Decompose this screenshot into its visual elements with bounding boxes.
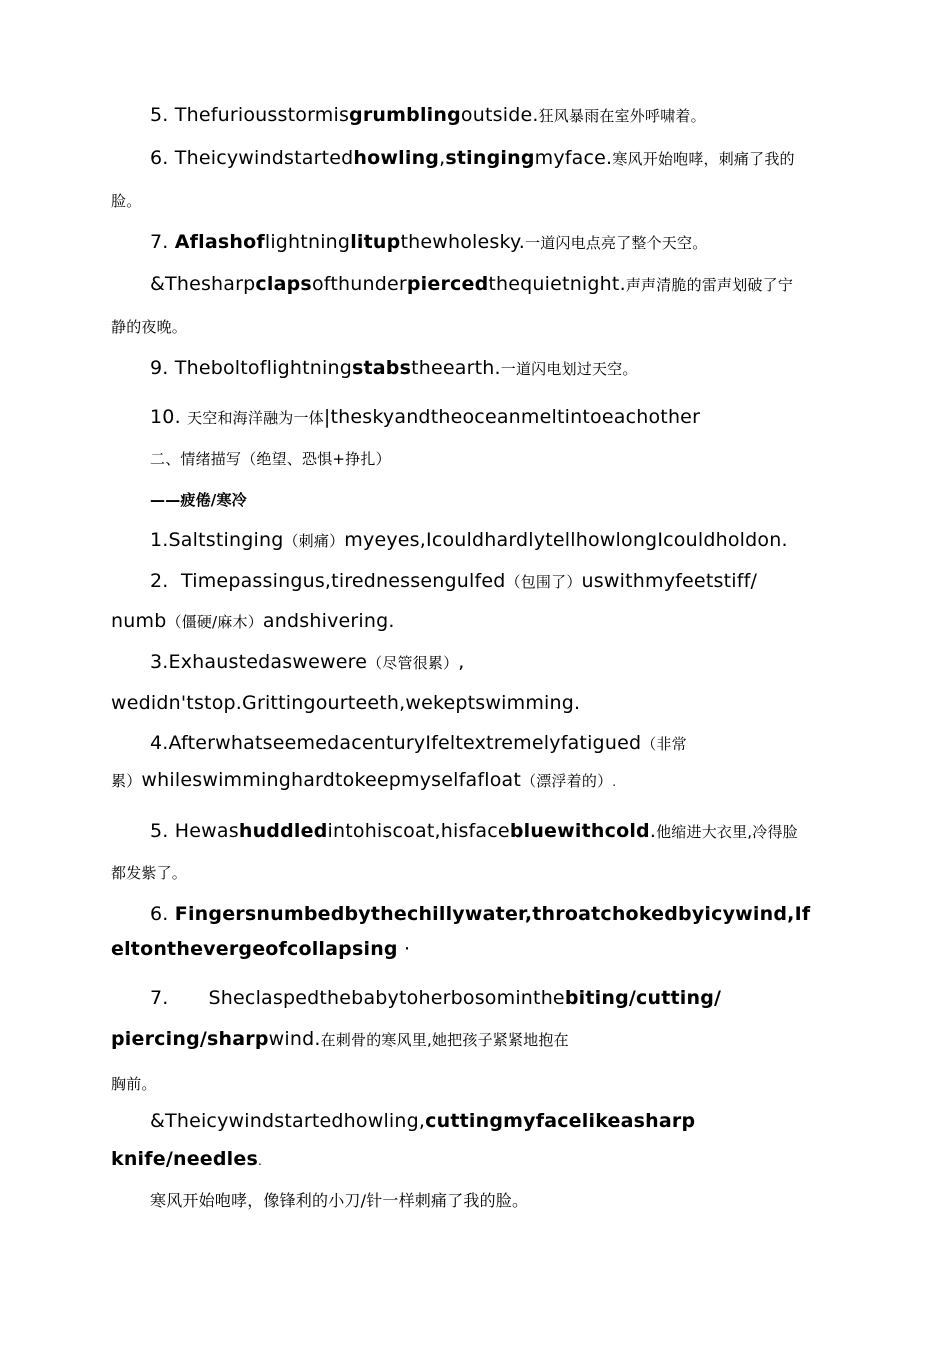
- text: .: [649, 820, 657, 842]
- bold-text: howling: [353, 147, 440, 169]
- line-emotion-4-cont: [111, 771, 616, 790]
- line-number: 10.: [150, 406, 181, 428]
- text: numb: [111, 610, 167, 632]
- bold-text: bluewithcold: [509, 820, 650, 842]
- line-weather-5: [150, 106, 706, 125]
- line-emotion-2: [150, 572, 757, 591]
- line-emotion-5-cont: 都发紫了。: [111, 864, 188, 882]
- text: ofthunder: [311, 273, 407, 295]
- line-weather-7: [150, 233, 707, 252]
- text: theearth.: [411, 357, 501, 379]
- bold-text: cuttingmyfacelikeasharp: [425, 1110, 696, 1132]
- text: myeyes,IcouldhardlytellhowlongIcouldholdon.: [344, 529, 788, 551]
- chinese-translation: 寒风开始咆哮，刺痛了我的: [612, 150, 795, 168]
- chinese-translation: 狂风暴雨在室外呼啸着。: [538, 107, 706, 125]
- line-number: 6.: [150, 147, 169, 169]
- line-emotion-7: [150, 989, 721, 1008]
- bold-text: claps: [255, 273, 312, 295]
- text: outside.: [460, 104, 539, 126]
- text: thewholesky.: [400, 231, 525, 253]
- text-cursor-bar: |: [323, 406, 331, 428]
- text: thequietnight.: [488, 273, 626, 295]
- chinese-gloss: （包围了）: [505, 573, 582, 591]
- line-number: 1.: [150, 529, 169, 551]
- text: Hewas: [174, 820, 239, 842]
- chinese-translation: 他缩进大衣里,冷得脸: [656, 823, 798, 841]
- text: Saltstinging: [168, 529, 284, 551]
- line-weather-6: [150, 149, 795, 168]
- line-number: 3.: [150, 651, 169, 673]
- line-emotion-7-cont: [111, 1030, 569, 1049]
- line-emotion-8-translation: 寒风开始咆哮，像锋利的小刀/针一样刺痛了我的脸。: [150, 1191, 529, 1210]
- line-weather-6-cont: 脸。: [111, 192, 142, 210]
- line-number: 2.: [150, 570, 169, 592]
- text: ,: [458, 651, 465, 673]
- line-weather-8: [150, 275, 793, 294]
- bold-text: stabs: [351, 357, 412, 379]
- line-number: 5.: [150, 820, 169, 842]
- chinese-translation: 一道闪电划过天空。: [500, 360, 638, 378]
- subsection-title: ——疲倦/寒冷: [150, 491, 247, 509]
- bold-text: grumbling: [349, 104, 461, 126]
- text: theskyandtheoceanmeltintoeachother: [330, 406, 701, 428]
- text: wind.: [268, 1028, 321, 1050]
- chinese-gloss: （非常: [641, 735, 687, 753]
- bold-text: litup: [350, 231, 401, 253]
- text: uswithmyfeetstiff/: [581, 570, 758, 592]
- line-weather-8-cont: 静的夜晚。: [111, 318, 188, 336]
- chinese-translation: 声声清脆的雷声划破了宁: [625, 276, 794, 294]
- chinese-gloss: （漂浮着的）: [521, 772, 613, 790]
- section-title: 二、情绪描写（绝望、恐惧+挣扎）: [150, 450, 391, 468]
- chinese-gloss: （尽管很累）: [367, 654, 459, 672]
- chinese-translation: 在刺骨的寒风里,她把孩子紧紧地抱在: [320, 1031, 569, 1049]
- line-emotion-6-cont: [111, 940, 410, 959]
- text: lightning: [264, 231, 351, 253]
- bold-text: eltonthevergeofcollapsing: [111, 938, 398, 960]
- chinese-translation: 天空和海洋融为一体: [187, 409, 324, 427]
- text: &Thesharp: [150, 273, 256, 295]
- text: AfterwhatseemedacenturyIfeltextremelyfatigued: [168, 732, 642, 754]
- text: Theicywindstarted: [174, 147, 354, 169]
- text: Timepassingus,tirednessengulfed: [181, 570, 506, 592]
- text: ·: [403, 938, 411, 960]
- line-number: 9.: [150, 357, 169, 379]
- line-emotion-7-cont2: 胸前。: [111, 1075, 157, 1093]
- line-number: 7.: [150, 231, 169, 253]
- line-emotion-8: [150, 1112, 695, 1131]
- line-weather-9: [150, 359, 638, 378]
- line-number: 6.: [150, 903, 169, 925]
- text: .: [612, 775, 617, 789]
- line-weather-10: [150, 408, 700, 427]
- text: myface.: [534, 147, 613, 169]
- bold-text: biting/cutting/: [564, 987, 722, 1009]
- bold-text: Fingersnumbedbythechillywater,throatchokedbyicywind,If: [174, 903, 811, 925]
- line-emotion-3-cont: wedidn'tstop.Grittingourteeth,wekeptswimming.: [111, 692, 581, 714]
- line-emotion-5: [150, 822, 798, 841]
- bold-text: Aflashof: [174, 231, 265, 253]
- line-emotion-2-cont: [111, 612, 395, 631]
- text: andshivering.: [262, 610, 395, 632]
- line-number: 5.: [150, 104, 169, 126]
- text: Exhaustedaswewere: [168, 651, 368, 673]
- line-number: 4.: [150, 732, 169, 754]
- text: intohiscoat,hisface: [327, 820, 510, 842]
- text: Theboltoflightning: [174, 357, 352, 379]
- bold-text: knife/needles: [111, 1148, 258, 1170]
- line-emotion-4: [150, 734, 687, 753]
- chinese-translation: 一道闪电点亮了整个天空。: [525, 234, 708, 252]
- text: ,: [439, 147, 446, 169]
- line-emotion-6: [150, 905, 810, 924]
- text: .: [257, 1154, 262, 1168]
- bold-text: stinging: [445, 147, 535, 169]
- chinese-gloss: （僵硬/麻木）: [166, 613, 263, 631]
- line-emotion-8-cont: [111, 1150, 262, 1169]
- text: whileswimminghardtokeepmyselfafloat: [141, 769, 522, 791]
- text: Thefuriousstormis: [174, 104, 350, 126]
- bold-text: huddled: [238, 820, 328, 842]
- text: &Theicywindstartedhowling,: [150, 1110, 426, 1132]
- line-emotion-1: [150, 531, 788, 550]
- text: Sheclaspedthebabytoherbosominthe: [208, 987, 565, 1009]
- line-emotion-3: [150, 653, 465, 672]
- bold-text: pierced: [406, 273, 489, 295]
- line-number: 7.: [150, 987, 169, 1009]
- chinese-gloss: 累）: [111, 772, 142, 790]
- chinese-gloss: （刺痛）: [283, 532, 345, 550]
- bold-text: piercing/sharp: [111, 1028, 269, 1050]
